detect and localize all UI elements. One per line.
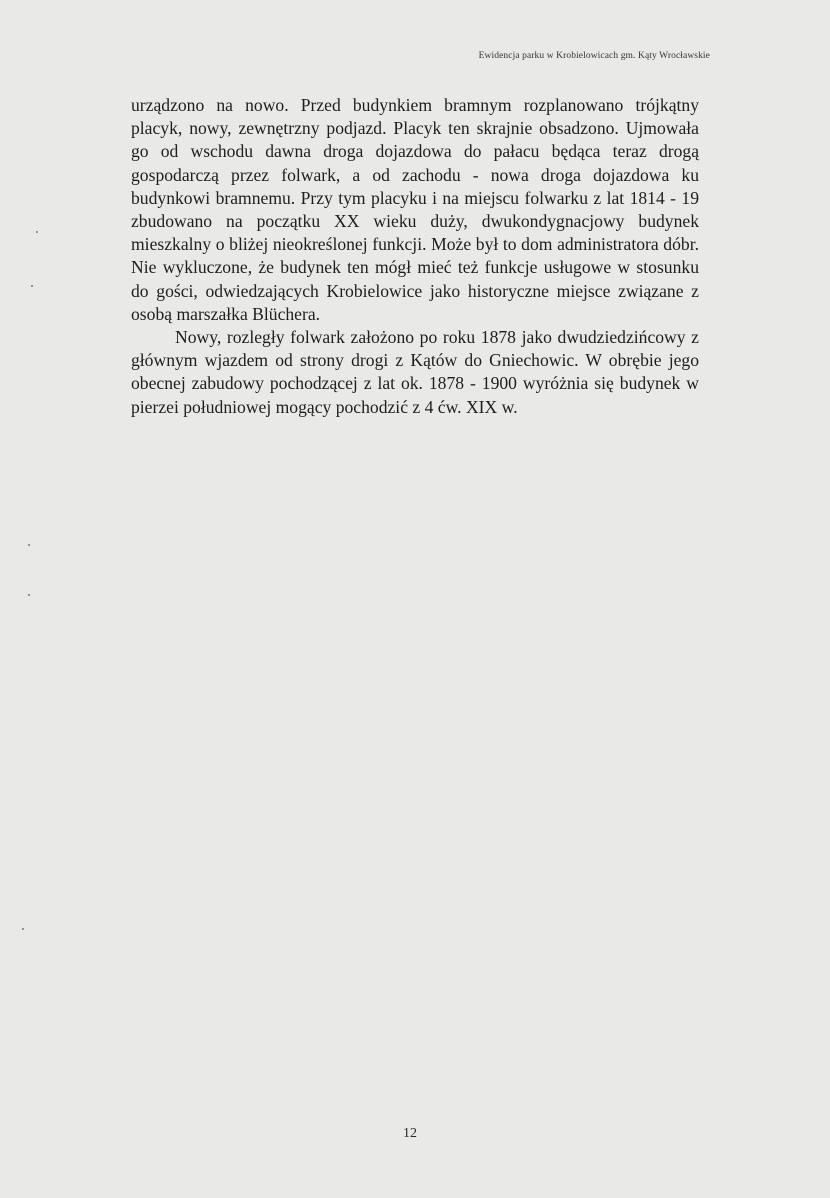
scan-speck [22, 928, 24, 930]
body-text [131, 94, 699, 419]
paragraph-1: urządzono na nowo. Przed budynkiem bramnym rozplanowano trójkątny placyk, nowy, zewnętrzny podjazd. Placyk ten skrajnie obsadzono. Ujmowała go od wschodu dawna droga dojazdowa do pałacu będąca teraz drogą gospodarczą przez folwark, a od zachodu - nowa droga dojazdowa ku budynkowi bramnemu. Przy tym placyku i na miejscu folwarku z lat 1814 - 19 zbudowano na początku XX wieku duży, dwukondygnacjowy budynek mieszkalny o bliżej nieokreślonej funkcji. Może był to dom administratora dóbr. Nie wykluczone, że budynek ten mógł mieć też funkcje usługowe w stosunku do gości, odwiedzających Krobielowice jako historyczne miejsce związane z osobą marszałka Blüchera. [131, 95, 699, 324]
scan-speck [28, 544, 30, 546]
scan-speck [31, 285, 33, 287]
paragraph-2: Nowy, rozległy folwark założono po roku 1878 jako dwudziedzińcowy z głównym wjazdem od strony drogi z Kątów do Gniechowic. W obrębie jego obecnej zabudowy pochodzącej z lat ok. 1878 - 1900 wyróżnia się budynek w pierzei południowej mogący pochodzić z 4 ćw. XIX w. [131, 327, 699, 417]
page-number: 12 [403, 1126, 417, 1141]
scan-speck [36, 231, 38, 233]
running-header: Ewidencja parku w Krobielowicach gm. Kąty Wrocławskie [478, 51, 710, 61]
scan-speck [28, 594, 30, 596]
